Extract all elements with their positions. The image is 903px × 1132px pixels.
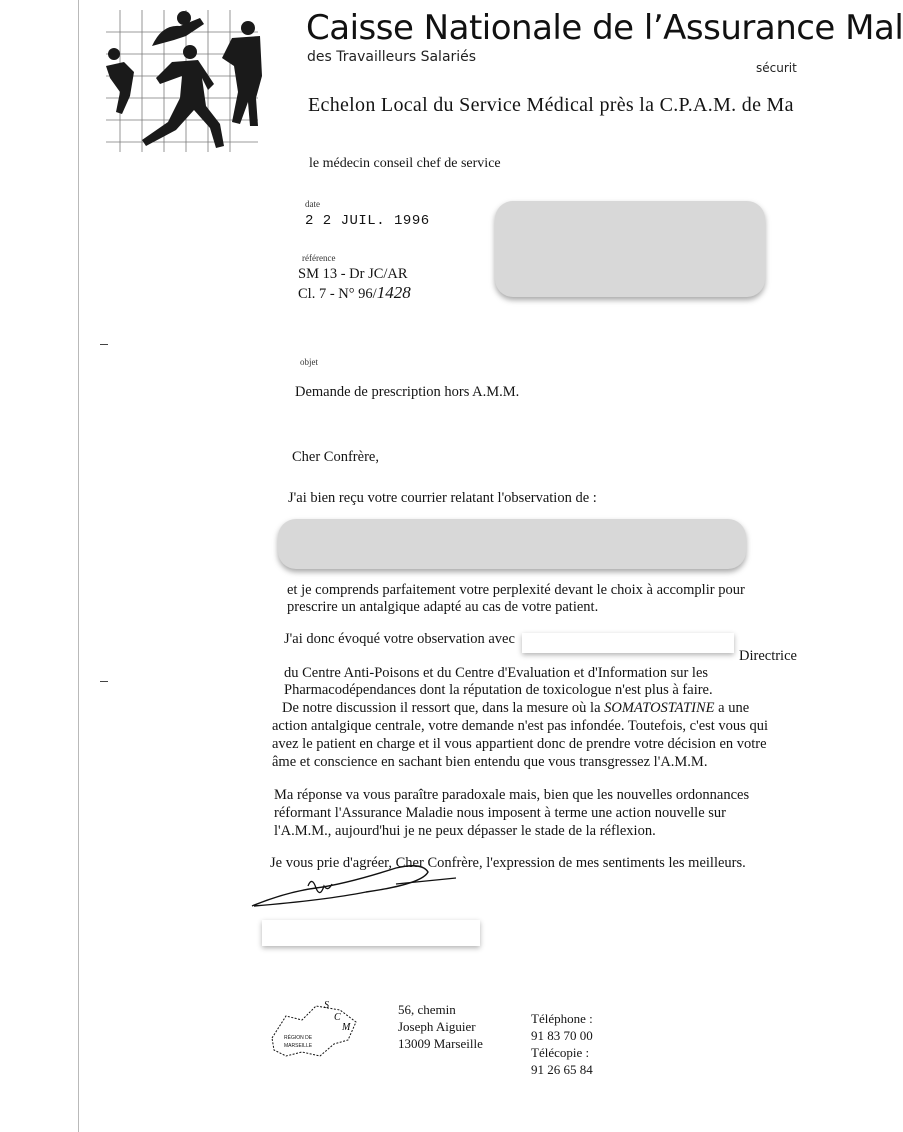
reference-number-prefix: Cl. 7 - N° 96/ [298, 286, 377, 302]
region-label-line: RÉGION DE [284, 1035, 313, 1041]
paragraph-2-line: prescrire un antalgique adapté au cas de votre patient. [287, 599, 599, 615]
object-value: Demande de prescription hors A.M.M. [295, 384, 520, 400]
closing-formula: Je vous prie d'agréer, Cher Confrère, l'expression de mes sentiments les meilleurs. [270, 855, 746, 871]
salutation: Cher Confrère, [292, 449, 379, 465]
reference-label: référence [302, 253, 336, 263]
paragraph-4-text: De notre discussion il ressort que, dans la mesure où la [282, 700, 605, 716]
fold-mark [100, 681, 108, 682]
paragraph-4-text: a une [714, 700, 750, 716]
address-line: Joseph Aiguier [398, 1019, 476, 1034]
contact-block [531, 1010, 593, 1078]
paragraph-3-line-start: J'ai donc évoqué votre observation avec [284, 631, 515, 647]
paragraph-3-line: du Centre Anti-Poisons et du Centre d'Evaluation et d'Information sur les [284, 665, 709, 681]
date-stamp: 2 2 JUIL. 1996 [305, 213, 430, 229]
sender-role: le médecin conseil chef de service [309, 156, 501, 171]
patient-name-redaction [278, 519, 746, 569]
drug-name-emphasis: SOMATOSTATINE [604, 700, 715, 716]
reference-handwritten-number: 1428 [376, 283, 411, 302]
person-name-redaction [522, 633, 734, 653]
address-line: 56, chemin [398, 1002, 456, 1017]
organisation-title: Caisse Nationale de l’Assurance Mal [306, 8, 903, 48]
paragraph-5-line: réformant l'Assurance Maladie nous imposent à terme une action nouvelle sur [274, 805, 726, 821]
phone-label: Téléphone : [531, 1011, 593, 1026]
service-echelon-line: Echelon Local du Service Médical près la C.P.A.M. de Ma [308, 94, 794, 116]
logo-figures-icon [102, 6, 262, 156]
svg-text:C: C [334, 1012, 341, 1023]
paragraph-4-line: âme et conscience en sachant bien entendu que vous transgressez l'A.M.M. [272, 754, 708, 770]
paragraph-1: J'ai bien reçu votre courrier relatant l'observation de : [288, 490, 597, 506]
fold-mark [100, 344, 108, 345]
paragraph-4-line-1 [282, 700, 749, 717]
recipient-address-redaction [495, 201, 765, 297]
svg-text:M: M [342, 1022, 351, 1033]
svg-text:S: S [324, 1000, 329, 1011]
signature-scribble-icon [246, 862, 466, 922]
date-label: date [305, 199, 320, 209]
reference-line-1: SM 13 - Dr JC/AR [298, 266, 408, 282]
fax-number: 91 26 65 84 [531, 1062, 593, 1077]
address-line: 13009 Marseille [398, 1036, 483, 1051]
paragraph-3-line: Pharmacodépendances dont la réputation de toxicologue n'est plus à faire. [284, 682, 713, 698]
organisation-subtitle: des Travailleurs Salariés [307, 49, 477, 65]
paragraph-4-line: avez le patient en charge et il vous appartient donc de prendre votre décision en votre [272, 736, 767, 752]
phone-number: 91 83 70 00 [531, 1028, 593, 1043]
region-map-icon [262, 992, 370, 1060]
paragraph-5-line: l'A.M.M., aujourd'hui je ne peux dépasser le stade de la réflexion. [274, 823, 656, 839]
organisation-subtitle-right: sécurit [756, 61, 797, 75]
region-label [284, 1034, 312, 1050]
signatory-name-redaction [262, 920, 480, 946]
service-medical-logo [262, 992, 370, 1060]
fax-label: Télécopie : [531, 1045, 590, 1060]
cnamts-logo [102, 6, 262, 156]
reference-line-2 [298, 284, 411, 303]
signature [246, 862, 466, 922]
page-margin-line [78, 0, 79, 1132]
address-block [398, 1001, 483, 1052]
paragraph-2-line: et je comprends parfaitement votre perplexité devant le choix à accomplir pour [287, 582, 745, 598]
paragraph-5-line: Ma réponse va vous paraître paradoxale mais, bien que les nouvelles ordonnances [274, 787, 750, 803]
region-label-line: MARSEILLE [284, 1043, 313, 1049]
object-label: objet [300, 357, 318, 367]
paragraph-4-line: action antalgique centrale, votre demande n'est pas infondée. Toutefois, c'est vous qui [272, 718, 768, 734]
paragraph-3-line-end: Directrice [739, 648, 797, 664]
